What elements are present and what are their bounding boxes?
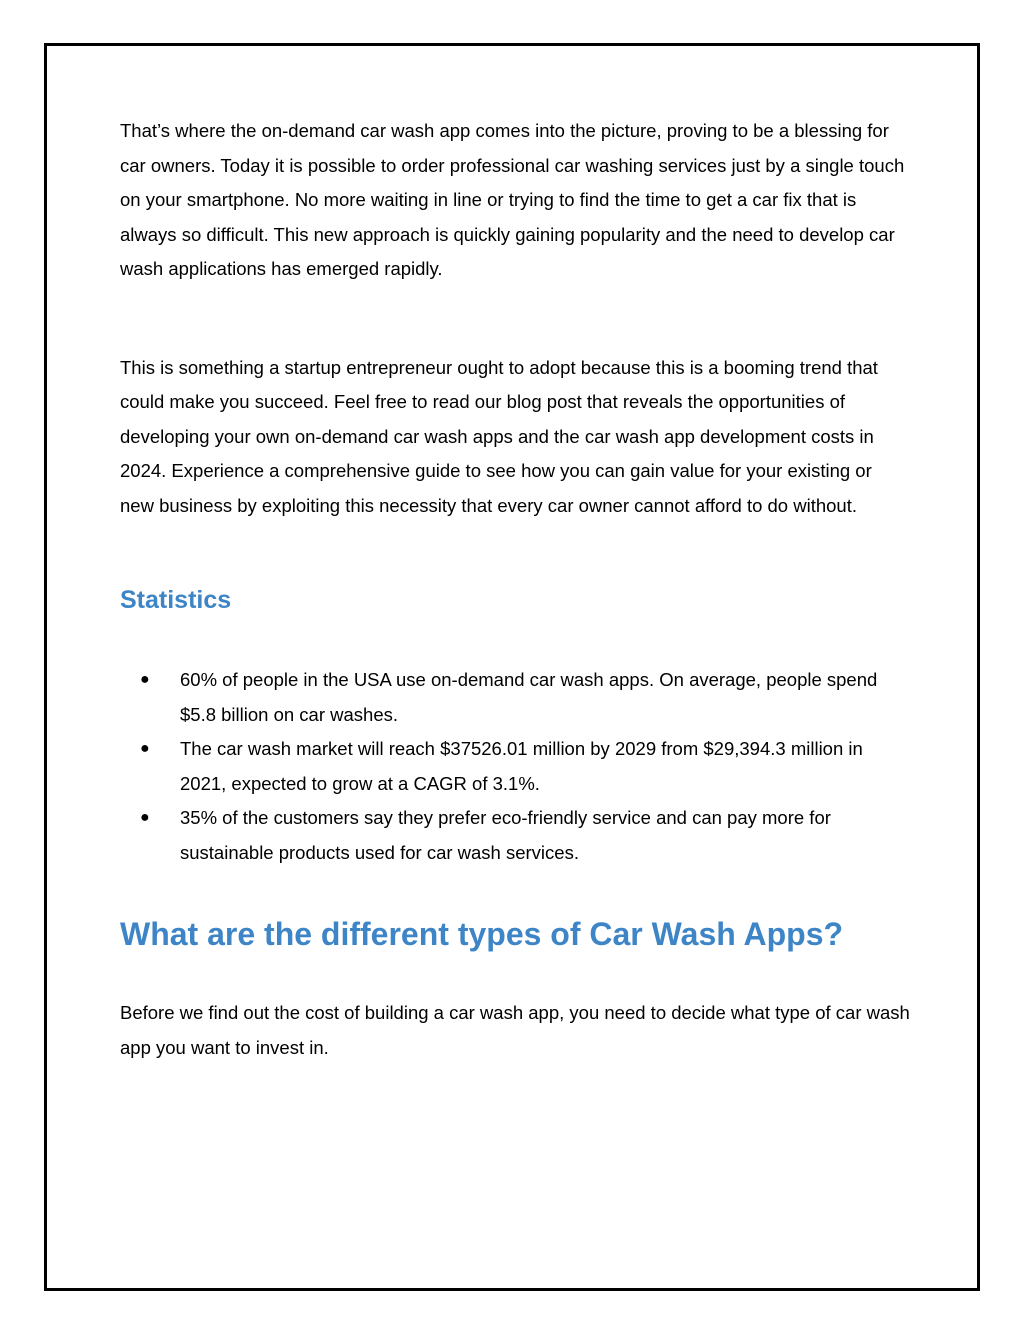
list-item-text: 35% of the customers say they prefer eco-friendly service and can pay more for sustainable products used for car wash services. [180,807,831,863]
types-heading: What are the different types of Car Wash Apps? [120,916,844,952]
list-item [120,663,910,732]
statistics-list [120,663,910,870]
document-content [120,114,910,1065]
statistics-heading: Statistics [120,586,232,614]
bullet-icon: ● [140,671,150,688]
bullet-icon: ● [140,809,150,826]
list-item [120,732,910,801]
intro-paragraph: That’s where the on-demand car wash app comes into the picture, proving to be a blessing for car owners. Today it is possible to order professional car washing services just by a single touch on your smartphone. No more waiting in line or trying to find the time to get a car fix that is always so difficult. This new approach is quickly gaining popularity and the need to develop car wash applications has emerged rapidly. [120,120,905,279]
list-item-text: 60% of people in the USA use on-demand car wash apps. On average, people spend $5.8 billion on car washes. [180,669,878,725]
list-item-text: The car wash market will reach $37526.01 million by 2029 from $29,394.3 million in 2021, expected to grow at a CAGR of 3.1%. [180,738,863,794]
list-item [120,801,910,870]
startup-paragraph: This is something a startup entrepreneur ought to adopt because this is a booming trend that could make you succeed. Feel free to read our blog post that reveals the opportunities of developing your own on-demand car wash apps and the car wash app development costs in 2024. Experience a comprehensive guide to see how you can gain value for your existing or new business by exploiting this necessity that every car owner cannot afford to do without. [120,356,878,516]
bullet-icon: ● [140,740,150,757]
types-paragraph: Before we find out the cost of building a car wash app, you need to decide what type of car wash app you want to invest in. [120,1002,910,1058]
